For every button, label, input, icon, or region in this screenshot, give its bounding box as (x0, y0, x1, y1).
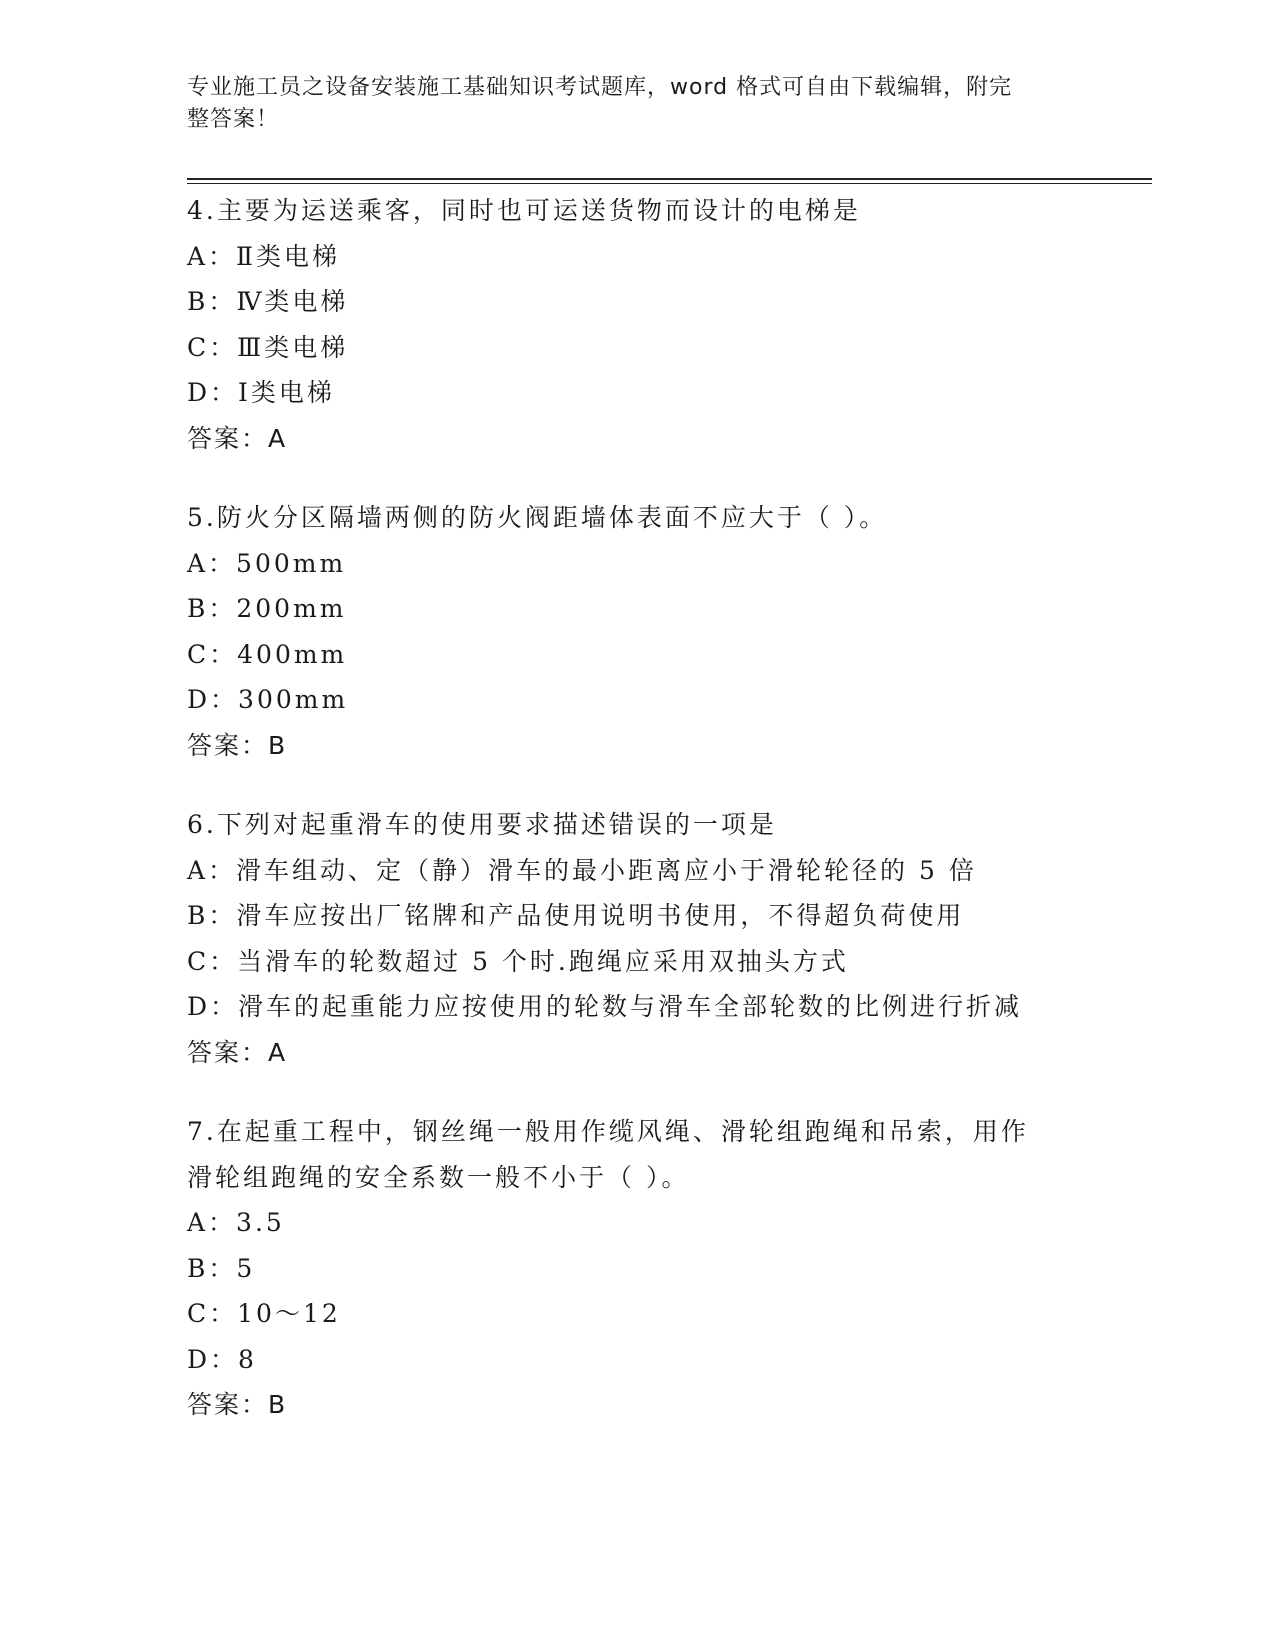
option-c: C：10～12 (187, 1299, 341, 1328)
question-stem: 5.防火分区隔墙两侧的防火阀距墙体表面不应大于（ ）。 (187, 503, 888, 532)
option-a: A：滑车组动、定（静）滑车的最小距离应小于滑轮轮径的 5 倍 (187, 855, 977, 885)
option-d: D：Ⅰ类电梯 (187, 378, 335, 407)
header-line-2: 整答案！ (187, 107, 280, 132)
document-header (187, 72, 1067, 136)
option-d: D：滑车的起重能力应按使用的轮数与滑车全部轮数的比例进行折减 (187, 992, 1023, 1021)
question-7 (187, 1109, 1152, 1428)
option-a: A：3.5 (187, 1208, 285, 1237)
header-divider-thin (187, 183, 1152, 184)
answer-label: 答案：A (187, 423, 288, 453)
option-d: D：300mm (187, 685, 349, 714)
question-list (187, 188, 1152, 1462)
option-b: B：5 (187, 1253, 256, 1283)
option-d: D：8 (187, 1344, 257, 1374)
answer-label: 答案：B (187, 730, 288, 760)
question-5 (187, 495, 1152, 768)
question-stem-line-2: 滑轮组跑绳的安全系数一般不小于（ ）。 (187, 1162, 690, 1192)
answer-label: 答案：A (187, 1037, 288, 1067)
option-a: A：500mm (187, 548, 347, 578)
option-c: C：400mm (187, 639, 348, 669)
option-a: A：Ⅱ类电梯 (187, 241, 341, 271)
option-b: B：Ⅳ类电梯 (187, 287, 349, 316)
question-stem: 4.主要为运送乘客，同时也可运送货物而设计的电梯是 (187, 196, 861, 225)
header-divider-thick (187, 178, 1152, 180)
question-6 (187, 802, 1152, 1075)
question-stem-line-1: 7.在起重工程中，钢丝绳一般用作缆风绳、滑轮组跑绳和吊索，用作 (187, 1117, 1029, 1146)
option-c: C：当滑车的轮数超过 5 个时.跑绳应采用双抽头方式 (187, 946, 849, 976)
option-c: C：Ⅲ类电梯 (187, 332, 349, 362)
answer-label: 答案：B (187, 1390, 288, 1419)
header-line-1: 专业施工员之设备安装施工基础知识考试题库，word 格式可自由下载编辑，附完 (187, 75, 1013, 100)
question-4 (187, 188, 1152, 461)
option-b: B：200mm (187, 594, 347, 623)
option-b: B：滑车应按出厂铭牌和产品使用说明书使用，不得超负荷使用 (187, 901, 965, 930)
question-stem: 6.下列对起重滑车的使用要求描述错误的一项是 (187, 810, 777, 839)
